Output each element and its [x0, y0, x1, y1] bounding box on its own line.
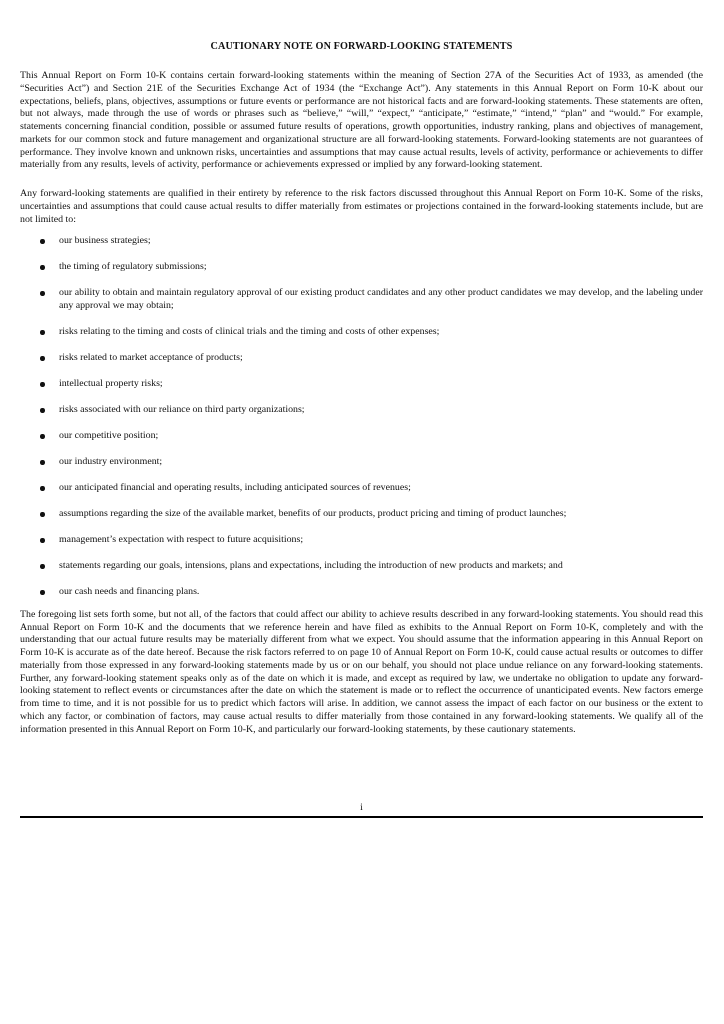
list-item [20, 560, 703, 573]
page-number: i [360, 802, 363, 813]
list-item [20, 508, 703, 521]
document-page [20, 40, 703, 736]
bullet-icon [40, 291, 45, 296]
list-item [20, 235, 703, 248]
list-item [20, 287, 703, 313]
bullet-icon [40, 239, 45, 244]
bullet-icon [40, 434, 45, 439]
list-item-text: our industry environment; [59, 456, 163, 467]
list-item [20, 352, 703, 365]
list-item [20, 404, 703, 417]
list-item [20, 586, 703, 599]
list-item-text: the timing of regulatory submissions; [59, 261, 207, 273]
list-item-text: our ability to obtain and maintain regulatory approval of our existing product candidates and any other product candidates we may develop, and the labeling under any approval we may obtain; [59, 287, 703, 311]
list-item-text: management’s expectation with respect to future acquisitions; [59, 534, 304, 545]
list-item-text: intellectual property risks; [59, 378, 163, 389]
bullet-icon [40, 265, 45, 270]
bullet-icon [40, 356, 45, 361]
page-title: CAUTIONARY NOTE ON FORWARD-LOOKING STATEMENTS [210, 41, 513, 52]
footer-divider [20, 816, 703, 818]
bullet-icon [40, 460, 45, 465]
list-item-text: risks related to market acceptance of products; [59, 352, 243, 363]
list-item [20, 326, 703, 339]
closing-paragraph: The foregoing list sets forth some, but not all, of the factors that could affect our ability to achieve results described in any forward-looking statements. You should read this Annual Report on Form 10-K and the documents that we reference herein and have filed as exhibits to the Annual Report on Form 10-K, completely and with the understanding that our actual future results may be materially different from what we expect. You should assume that the information appearing in this Annual Report on Form 10-K is accurate as of the date hereof. Because the risk factors referred to on page 10 of Annual Report on Form 10-K, could cause actual results or outcomes to differ materially from those expressed in any forward-looking statements made by us or on our behalf, you should not place undue reliance on any forward-looking statements. Further, any forward-looking statement speaks only as of the date on which it is made, and except as required by law, we undertake no obligation to update any forward-looking statement to reflect events or circumstances after the date on which the statement is made or to reflect the occurrence of unanticipated events. New factors emerge from time to time, and it is not possible for us to predict which factors will arise. In addition, we cannot assess the impact of each factor on our business or the extent to which any factor, or combination of factors, may cause actual results to differ materially from those contained in any forward-looking statements. We qualify all of the information presented in this Annual Report on Form 10-K, and particularly our forward-looking statements, by these cautionary statements. [20, 608, 703, 735]
list-item [20, 378, 703, 391]
list-item [20, 430, 703, 443]
list-item-text: statements regarding our goals, intensions, plans and expectations, including the introduction of new products and markets; and [59, 560, 563, 571]
bullet-icon [40, 512, 45, 517]
bullet-icon [40, 330, 45, 335]
page-footer [20, 802, 703, 818]
list-item-text: assumptions regarding the size of the available market, benefits of our products, product pricing and timing of product launches; [59, 508, 567, 519]
list-item-text: our anticipated financial and operating results, including anticipated sources of revenues; [59, 482, 411, 493]
bullet-icon [40, 408, 45, 413]
list-item [20, 456, 703, 469]
list-item [20, 261, 703, 274]
bullet-icon [40, 382, 45, 387]
bullet-icon [40, 564, 45, 569]
list-item-text: our cash needs and financing plans. [59, 586, 200, 597]
bullet-icon [40, 538, 45, 543]
forward-looking-risks-list [20, 235, 703, 599]
list-item [20, 482, 703, 495]
list-item-text: risks relating to the timing and costs of clinical trials and the timing and costs of other expenses; [59, 326, 440, 337]
bullet-icon [40, 590, 45, 595]
list-item [20, 534, 703, 547]
bullet-icon [40, 486, 45, 491]
list-item-text: our competitive position; [59, 430, 159, 441]
intro-paragraph: This Annual Report on Form 10-K contains certain forward-looking statements within the meaning of Section 27A of the Securities Act of 1933, as amended (the “Securities Act”) and Section 21E of the Securities Exchange Act of 1934 (the “Exchange Act”). Any statements in this Annual Report on Form 10-K about our expectations, beliefs, plans, objectives, assumptions or future events or performance are not historical facts and are forward-looking statements. These statements are often, but not always, made through the use of words or phrases such as “believe,” “will,” “expect,” “anticipate,” “estimate,” “intend,” “plan” and “would.” For example, statements concerning financial condition, possible or assumed future results of operations, growth opportunities, industry ranking, plans and objectives of management, markets for our common stock and future management and organizational structure are all forward-looking statements. Forward-looking statements are not guarantees of performance. They involve known and unknown risks, uncertainties and assumptions that may cause actual results, levels of activity, performance or achievements to differ materially from any results, levels of activity, performance or achievements expressed or implied by any forward-looking statement. [20, 70, 703, 171]
risk-factors-paragraph: Any forward-looking statements are qualified in their entirety by reference to the risk factors discussed throughout this Annual Report on Form 10-K. Some of the risks, uncertainties and assumptions that could cause actual results to differ materially from estimates or projections contained in the forward-looking statements include, but are not limited to: [20, 188, 703, 225]
list-item-text: our business strategies; [59, 235, 151, 247]
list-item-text: risks associated with our reliance on third party organizations; [59, 404, 305, 415]
